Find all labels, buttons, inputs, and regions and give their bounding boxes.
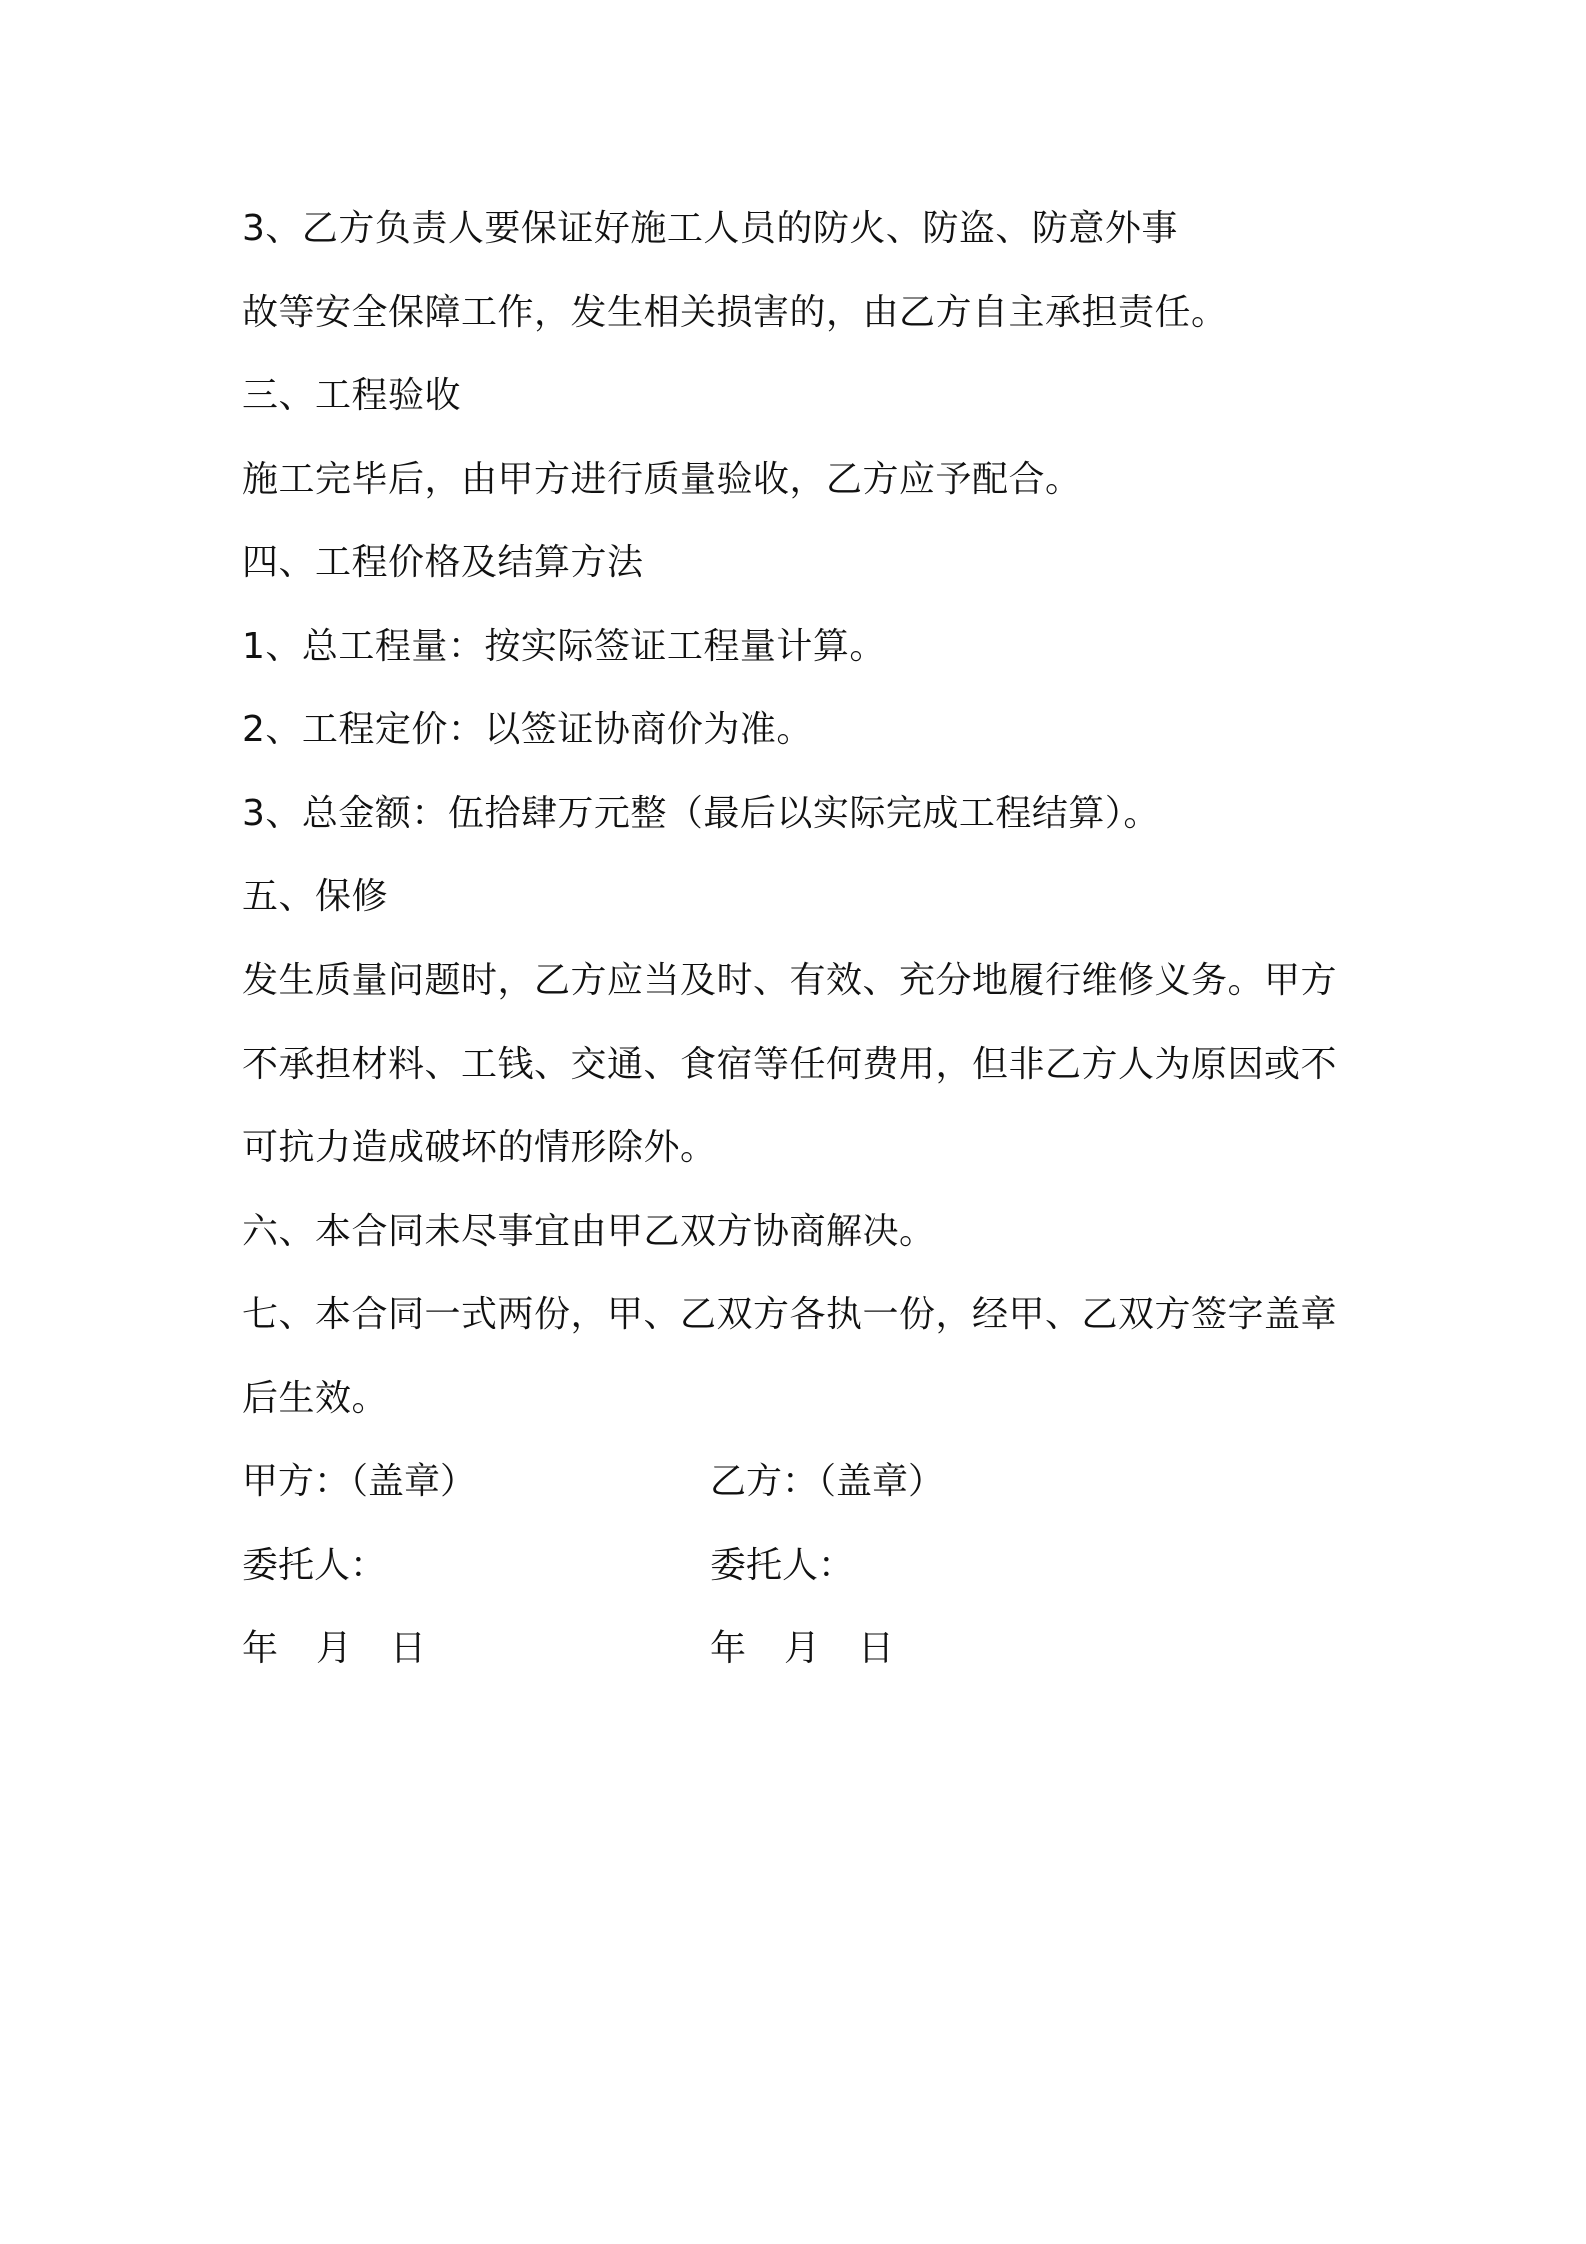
clause-3-safety-line-1: 3、乙方负责人要保证好施工人员的防火、防盗、防意外事 [242, 208, 1178, 249]
warranty-text-line-1: 发生质量问题时，乙方应当及时、有效、充分地履行维修义务。甲方 [242, 960, 1338, 1001]
section-heading-pricing: 四、工程价格及结算方法 [242, 542, 644, 583]
party-b-agent-label: 委托人： [710, 1545, 855, 1586]
acceptance-text: 施工完毕后，由甲方进行质量验收，乙方应予配合。 [242, 459, 1082, 500]
party-a-seal-label: 甲方：（盖章） [242, 1461, 477, 1502]
party-b-date [710, 1625, 932, 1673]
party-a-day-label: 日 [390, 1628, 427, 1669]
pricing-item-2: 2、工程定价：以签证协商价为准。 [242, 709, 813, 750]
party-a-agent-label: 委托人： [242, 1545, 387, 1586]
warranty-text-line-2: 不承担材料、工钱、交通、食宿等任何费用，但非乙方人为原因或不 [242, 1044, 1338, 1085]
party-b-month-label: 月 [784, 1628, 821, 1669]
section-six-text: 六、本合同未尽事宜由甲乙双方协商解决。 [242, 1211, 936, 1252]
warranty-text-line-3: 可抗力造成破坏的情形除外。 [242, 1127, 717, 1168]
signature-date-row [242, 1625, 1362, 1673]
section-heading-warranty: 五、保修 [242, 876, 389, 917]
pricing-item-1: 1、总工程量：按实际签证工程量计算。 [242, 626, 886, 667]
party-a-date [242, 1625, 464, 1673]
party-b-day-label: 日 [858, 1628, 895, 1669]
party-a-month-label: 月 [316, 1628, 353, 1669]
section-heading-acceptance: 三、工程验收 [242, 375, 462, 416]
signature-seal-row [242, 1458, 1362, 1506]
party-b-year-label: 年 [710, 1628, 747, 1669]
section-seven-text-line-1: 七、本合同一式两份，甲、乙双方各执一份，经甲、乙双方签字盖章 [242, 1294, 1338, 1335]
clause-3-safety-line-2: 故等安全保障工作，发生相关损害的，由乙方自主承担责任。 [242, 292, 1228, 333]
section-seven-text-line-2: 后生效。 [242, 1378, 389, 1419]
party-b-seal-label: 乙方：（盖章） [710, 1461, 945, 1502]
party-a-year-label: 年 [242, 1628, 279, 1669]
signature-agent-row [242, 1542, 1362, 1590]
pricing-item-3: 3、总金额：伍拾肆万元整（最后以实际完成工程结算）。 [242, 793, 1160, 834]
